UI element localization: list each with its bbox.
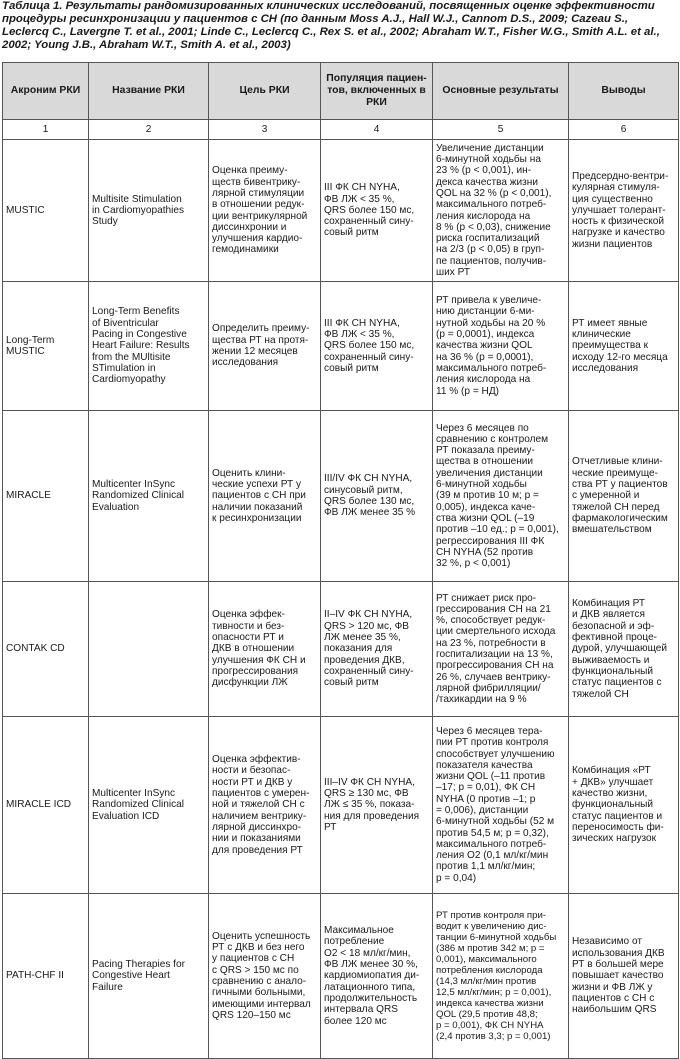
population-cell: III ФК СН NYHA, ФВ ЛЖ < 35 %, QRS более 150 мс, сохраненный сину- совый ритм — [321, 282, 433, 411]
results-cell: РТ привела к увеличе- нию дистанции 6-ми- нутной ходьбы на 20 % (p = 0,0001), индекса качества жизни QOL на 36 % (p = 0,0001), максимального потреб- ления кислорода на 11 % (p = НД) — [433, 282, 569, 411]
population-cell: III/IV ФК СН NYHA, синусовый ритм, QRS более 130 мс, ФВ ЛЖ менее 35 % — [321, 411, 433, 582]
trial-name-cell: Long-Term Benefits of Biventricular Pacing in Congestive Heart Failure: Results from the MUltisite STimulation in Cardiomyopathy — [89, 282, 209, 411]
table-row — [3, 140, 679, 282]
trial-name-cell — [89, 582, 209, 717]
table-row — [3, 282, 679, 411]
rct-results-table — [2, 62, 679, 1059]
table-row — [3, 411, 679, 582]
table-header-row — [3, 63, 679, 120]
acronym-cell: PATH-CHF II — [3, 894, 89, 1059]
column-header-acronym: Акроним РКИ — [3, 63, 89, 120]
acronym-cell: MIRACLE ICD — [3, 717, 89, 894]
acronym-cell: MIRACLE — [3, 411, 89, 582]
column-number: 4 — [321, 120, 433, 140]
column-header-results: Основные результаты — [433, 63, 569, 120]
column-header-name: Название РКИ — [89, 63, 209, 120]
results-cell: Через 6 месяцев по сравнению с контролем РТ показала преиму- щества в отношении увеличения дистанции 6-минутной ходьбы (39 м против 10 м; p = 0,005), индекса каче- ства жизни QOL (–19 против –10 ед.; p = 0,001), регрессирования III ФК СН NYHA (52 против 32 %, p < 0,001) — [433, 411, 569, 582]
results-cell: РТ против контроля при- водит к увеличению дис- танции 6-минутной ходьбы (386 м против 342 м; p = 0,001), максимального потребления кислорода (14,3 мл/кг/мин против 12,5 мл/кг/мин; p = 0,001), индекса качества жизни QOL (29,5 против 48,8; p = 0,001), ФК СН NYHA (2,4 против 3,3; p = 0,001) — [433, 894, 569, 1059]
conclusion-cell: Отчетливые клини- ческие преимуще- ства РТ у пациентов с умеренной и тяжелой СН перед фармакологическим вмешательством — [569, 411, 679, 582]
goal-cell: Оценить клини- ческие успехи РТ у пациентов с СН при наличии показаний к ресинхронизации — [209, 411, 321, 582]
population-cell: III ФК СН NYHA, ФВ ЛЖ < 35 %, QRS более 150 мс, сохраненный сину- совый ритм — [321, 140, 433, 282]
goal-cell: Оценка эффек- тивности и без- опасности РТ и ДКВ в отношении улучшения ФК СН и прогрессирования дисфункции ЛЖ — [209, 582, 321, 717]
table-row — [3, 717, 679, 894]
conclusion-cell: Комбинация РТ и ДКВ является безопасной и эф- фективной проце- дурой, улучшающей выживаемость и функциональный статус пациентов с тяжелой СН — [569, 582, 679, 717]
acronym-cell: MUSTIC — [3, 140, 89, 282]
results-cell: Через 6 месяцев тера- пии РТ против контроля способствует улучшению показателя качества жизни QOL (–11 против –17; p = 0,01), ФК СН NYHA (0 против –1; p = 0,006), дистанции 6-минутной ходьбы (52 м против 54,5 м; p = 0,32), максимального потреб- ления О2 (0,1 мл/кг/мин против 1,1 мл/кг/мин; p = 0,04) — [433, 717, 569, 894]
table-caption: Таблица 1. Результаты рандомизированных клинических исследований, посвященных оценке эффективности процедуры ресинхронизации у пациентов с СН (по данным Moss A.J., Hall W.J., Cannom D.S., 2009; Cazeau S., Leclercq C., Lavergne T. et al., 2001; Linde C., Leclercq C., Rex S. et al., 2002; Abraham W.T., Fisher W.G., Smith A.L. et al., 2002; Young J.B., Abraham W.T., Smith A. et al., 2003) — [2, 0, 660, 51]
column-header-conclusions: Выводы — [569, 63, 679, 120]
population-cell: Максимальное потребление О2 < 18 мл/кг/мин, ФВ ЛЖ менее 30 %, кардиомиопатия ди- латационного типа, продолжительность интервала QRS более 120 мс — [321, 894, 433, 1059]
column-number: 5 — [433, 120, 569, 140]
table-row — [3, 582, 679, 717]
table-row — [3, 894, 679, 1059]
goal-cell: Оценка эффектив- ности и безопас- ности РТ и ДКВ у пациентов с умерен- ной и тяжелой СН с наличием вентрику- лярной диссинхро- нии и показаниями для проведения РТ — [209, 717, 321, 894]
goal-cell: Определить преиму- щества РТ на протя- жении 12 месяцев исследования — [209, 282, 321, 411]
conclusion-cell: Независимо от использования ДКВ РТ в большей мере повышает качество жизни и ФВ ЛЖ у пациентов с СН с наибольшим QRS — [569, 894, 679, 1059]
column-number: 6 — [569, 120, 679, 140]
goal-cell: Оценка преиму- ществ бивентрику- лярной стимуляции в отношении редук- ции вентрикулярной диссинхронии и улучшения кардио- гемодинамики — [209, 140, 321, 282]
acronym-cell: CONTAK CD — [3, 582, 89, 717]
conclusion-cell: Комбинация «РТ + ДКВ» улучшает качество жизни, функциональный статус пациентов и переносимость фи- зических нагрузок — [569, 717, 679, 894]
acronym-cell: Long-Term MUSTIC — [3, 282, 89, 411]
trial-name-cell: Multicenter InSync Randomized Clinical Evaluation ICD — [89, 717, 209, 894]
population-cell: III–IV ФК СН NYHA, QRS ≥ 130 мс, ФВ ЛЖ ≤ 35 %, показа- ния для проведения РТ — [321, 717, 433, 894]
conclusion-cell: Предсердно-вентри- кулярная стимуля- ция существенно улучшает толерант- ность к физической нагрузке и качество жизни пациентов — [569, 140, 679, 282]
column-number: 3 — [209, 120, 321, 140]
column-header-goal: Цель РКИ — [209, 63, 321, 120]
column-number-row — [3, 120, 679, 140]
column-header-population: Популяция пациен- тов, включенных в РКИ — [321, 63, 433, 120]
trial-name-cell: Pacing Therapies for Congestive Heart Failure — [89, 894, 209, 1059]
column-number: 1 — [3, 120, 89, 140]
conclusion-cell: РТ имеет явные клинические преимущества к исходу 12-го месяца исследования — [569, 282, 679, 411]
population-cell: II–IV ФК СН NYHA, QRS > 120 мс, ФВ ЛЖ менее 35 %, показания для проведения ДКВ, сохраненный сину- совый ритм — [321, 582, 433, 717]
trial-name-cell: Multisite Stimulation in Cardiomyopathies Study — [89, 140, 209, 282]
goal-cell: Оценить успешность РТ с ДКВ и без него у пациентов с СН с QRS > 150 мс по сравнению с анало- гичными больными, имеющими интервал QRS 120–150 мс — [209, 894, 321, 1059]
results-cell: Увеличение дистанции 6-минутной ходьбы на 23 % (p < 0,001), ин- декса качества жизни QOL на 32 % (p < 0,001), максимального потреб- ления кислорода на 8 % (p < 0,03), снижение риска госпитализаций на 2/3 (p < 0,05) в груп- пе пациентов, получив- ших РТ — [433, 140, 569, 282]
trial-name-cell: Multicenter InSync Randomized Clinical Evaluation — [89, 411, 209, 582]
column-number: 2 — [89, 120, 209, 140]
results-cell: РТ снижает риск про- грессирования СН на 21 %, способствует редук- ции смертельного исхода на 23 %, потребности в госпитализации на 13 %, прогрессирования СН на 26 %, случаев вентрику- лярной фибрилляции/ /тахикардии на 9 % — [433, 582, 569, 717]
